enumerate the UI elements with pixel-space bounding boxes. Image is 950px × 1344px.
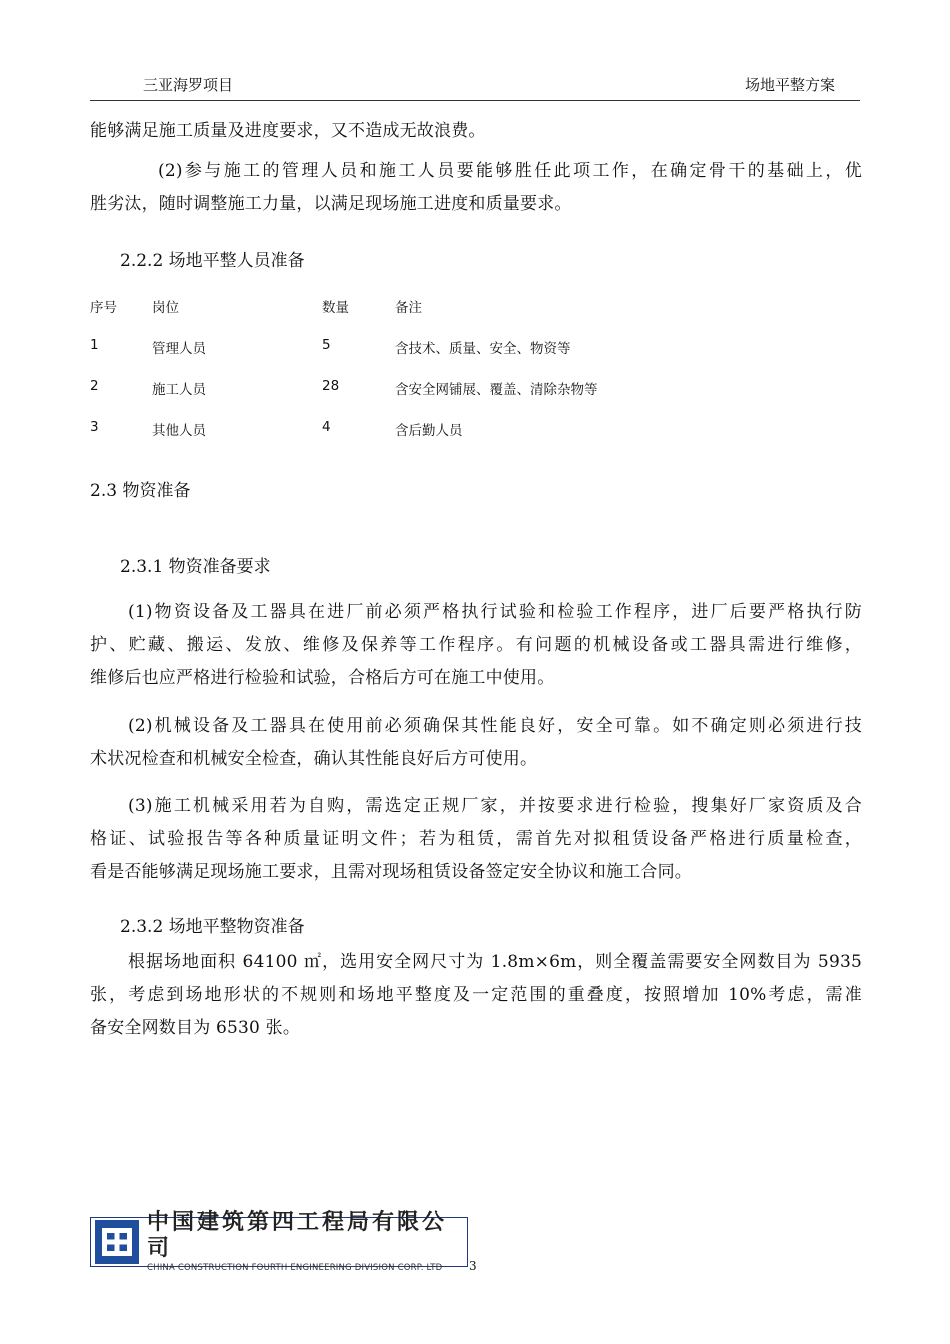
paragraph-line: 术状况检查和机械安全检查，确认其性能良好后方可使用。 bbox=[90, 749, 538, 769]
paragraph-line: (2)机械设备及工器具在使用前必须确保其性能良好，安全可靠。如不确定则必须进行技 bbox=[128, 716, 862, 736]
paragraph-materials-3 bbox=[90, 790, 862, 889]
table-cell: 含后勤人员 bbox=[395, 423, 463, 439]
paragraph-line: 备安全网数目为 6530 张。 bbox=[90, 1018, 301, 1038]
paragraph-line: (2)参与施工的管理人员和施工人员要能够胜任此项工作，在确定骨干的基础上，优 bbox=[158, 161, 862, 181]
table-cell: 施工人员 bbox=[152, 382, 206, 398]
section-heading-2-3-1: 2.3.1 物资准备要求 bbox=[120, 557, 271, 577]
table-cell: 其他人员 bbox=[152, 423, 206, 439]
table-cell: 2 bbox=[90, 378, 99, 394]
company-logo bbox=[90, 1210, 468, 1273]
company-name-cn: 中国建筑第四工程局有限公司 bbox=[147, 1210, 448, 1261]
table-cell: 4 bbox=[322, 419, 331, 435]
table-cell: 含安全网铺展、覆盖、清除杂物等 bbox=[395, 382, 598, 398]
table-cell: 5 bbox=[322, 337, 331, 353]
table-cell: 3 bbox=[90, 419, 99, 435]
staff-table bbox=[90, 296, 650, 460]
table-row bbox=[90, 378, 650, 419]
intro-line: 能够满足施工质量及进度要求，又不造成无故浪费。 bbox=[90, 121, 486, 141]
column-header: 数量 bbox=[322, 300, 349, 316]
paragraph-line: 护、贮藏、搬运、发放、维修及保养等工作程序。有问题的机械设备或工器具需进行维修， bbox=[90, 635, 862, 655]
page-number: 3 bbox=[469, 1259, 477, 1273]
table-cell: 28 bbox=[322, 378, 340, 394]
paragraph-staff-2 bbox=[90, 155, 862, 221]
table-cell: 含技术、质量、安全、物资等 bbox=[395, 341, 571, 357]
paragraph-line: 看是否能够满足现场施工要求，且需对现场租赁设备签定安全协议和施工合同。 bbox=[90, 862, 692, 882]
table-header-row bbox=[90, 296, 650, 337]
paragraph-line: 胜劣汰，随时调整施工力量，以满足现场施工进度和质量要求。 bbox=[90, 194, 572, 214]
table-row bbox=[90, 419, 650, 460]
column-header: 备注 bbox=[395, 300, 422, 316]
column-header: 岗位 bbox=[152, 300, 179, 316]
table-cell: 管理人员 bbox=[152, 341, 206, 357]
header-rule bbox=[90, 100, 860, 101]
header-project: 三亚海罗项目 bbox=[143, 76, 234, 94]
intro-paragraph bbox=[90, 115, 862, 148]
section-heading-2-3-2: 2.3.2 场地平整物资准备 bbox=[120, 917, 305, 937]
paragraph-line: 根据场地面积 64100 ㎡，选用安全网尺寸为 1.8m×6m，则全覆盖需要安全网数目为 5935 bbox=[128, 952, 862, 972]
logo-text bbox=[147, 1210, 467, 1274]
paragraph-line: (1)物资设备及工器具在进厂前必须严格执行试验和检验工作程序，进厂后要严格执行防 bbox=[128, 602, 862, 622]
paragraph-line: 张，考虑到场地形状的不规则和场地平整度及一定范围的重叠度，按照增加 10%考虑，需准 bbox=[90, 985, 862, 1005]
company-name-en: CHINA CONSTRUCTION FOURTH ENGINEERING DIVISION CORP. LTD bbox=[147, 1263, 443, 1273]
paragraph-materials-1 bbox=[90, 596, 862, 695]
column-header: 序号 bbox=[90, 300, 117, 316]
paragraph-materials-2 bbox=[90, 710, 862, 776]
paragraph-net-quantity bbox=[90, 946, 862, 1045]
table-cell: 1 bbox=[90, 337, 99, 353]
section-heading-2-3: 2.3 物资准备 bbox=[90, 481, 191, 501]
paragraph-line: (3)施工机械采用若为自购，需选定正规厂家，并按要求进行检验，搜集好厂家资质及合 bbox=[128, 796, 862, 816]
cscec-logo-icon bbox=[95, 1220, 139, 1264]
section-heading-2-2-2: 2.2.2 场地平整人员准备 bbox=[120, 251, 305, 271]
paragraph-line: 维修后也应严格进行检验和试验，合格后方可在施工中使用。 bbox=[90, 668, 555, 688]
header-doc-title: 场地平整方案 bbox=[744, 76, 835, 94]
table-row bbox=[90, 337, 650, 378]
paragraph-line: 格证、试验报告等各种质量证明文件；若为租赁，需首先对拟租赁设备严格进行质量检查， bbox=[90, 829, 862, 849]
